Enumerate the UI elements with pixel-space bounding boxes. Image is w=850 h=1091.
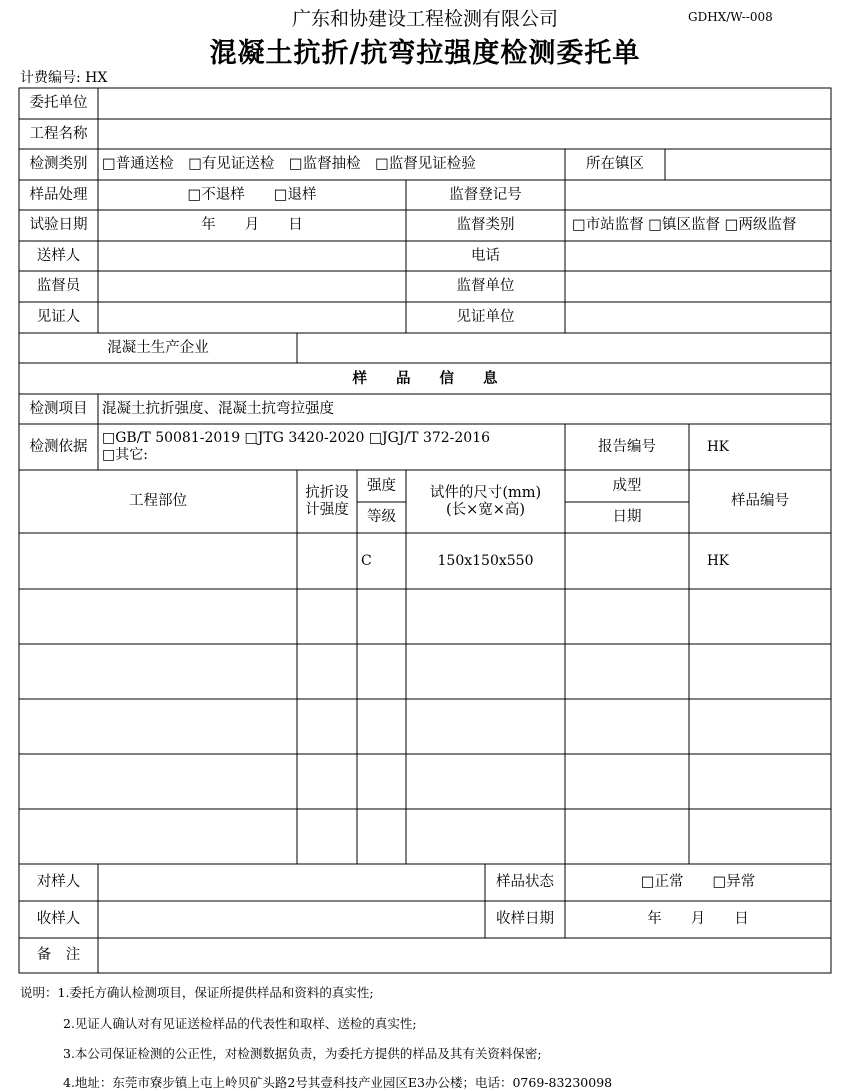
col-part: 工程部位 (129, 493, 187, 509)
col-size-line-2: (长×宽×高) (445, 501, 526, 518)
supervision-unit-label: 监督单位 (456, 278, 515, 294)
col-form-bottom: 日期 (612, 509, 642, 525)
fee-number: 计费编号: HX (20, 70, 108, 86)
receive-date-field[interactable]: 年 月 日 (647, 911, 749, 927)
test-item-label: 检测项目 (29, 400, 88, 417)
note-2: 2.见证人确认对有见证送检样品的代表性和取样、送检的真实性; (63, 1016, 417, 1031)
project-field[interactable] (99, 120, 830, 148)
phone-field[interactable] (566, 242, 830, 270)
checker-label: 对样人 (36, 874, 81, 890)
town-label: 所在镇区 (586, 156, 644, 172)
checker-field[interactable] (99, 865, 484, 900)
row1-grade[interactable]: C (361, 552, 372, 569)
producer-label: 混凝土生产企业 (107, 339, 209, 356)
sender-field[interactable] (99, 242, 405, 270)
basis-options[interactable] (98, 424, 565, 470)
test-date-label: 试验日期 (29, 217, 88, 233)
client-label: 委托单位 (29, 95, 88, 111)
col-grade-top: 强度 (367, 477, 396, 494)
sample-status-options[interactable]: □正常 □异常 (640, 874, 756, 890)
col-grade-bottom: 等级 (367, 509, 396, 525)
town-field[interactable] (666, 150, 830, 179)
supervisor-label: 监督员 (36, 278, 81, 294)
witness-unit-field[interactable] (566, 303, 830, 332)
company-name: 广东和协建设工程检测有限公司 (291, 8, 558, 30)
row1-sample-no[interactable]: HK (707, 552, 729, 569)
sender-label: 送样人 (36, 247, 81, 264)
supervision-type-options[interactable]: □市站监督 □镇区监督 □两级监督 (572, 217, 797, 233)
witness-unit-label: 见证单位 (456, 309, 515, 325)
basis-line-1[interactable]: □GB/T 50081-2019 □JTG 3420-2020 □JGJ/T 372-2016 (102, 430, 491, 446)
col-size-line-1: 试件的尺寸(mm) (429, 484, 542, 501)
basis-label: 检测依据 (29, 438, 88, 455)
project-label: 工程名称 (29, 125, 88, 142)
producer-field[interactable] (298, 334, 830, 362)
receive-date-label: 收样日期 (496, 911, 554, 927)
test-type-label: 检测类别 (29, 156, 88, 172)
note-4: 4.地址：东莞市寮步镇上屯上岭贝矿头路2号其壹科技产业园区E3办公楼；电话：0769-83230098 (63, 1075, 613, 1090)
report-no-value[interactable]: HK (707, 438, 729, 455)
note-3: 3.本公司保证检测的公正性，对检测数据负责，为委托方提供的样品及其有关资料保密; (63, 1046, 542, 1061)
row1-size[interactable]: 150x150x550 (437, 552, 534, 569)
col-form-top: 成型 (612, 477, 642, 494)
sample-handling-options[interactable]: □不退样 □退样 (187, 186, 317, 203)
phone-label: 电话 (471, 247, 500, 264)
test-date-field[interactable]: 年 月 日 (201, 217, 303, 233)
witness-label: 见证人 (36, 309, 81, 325)
sample-status-label: 样品状态 (496, 874, 554, 890)
client-field[interactable] (99, 89, 830, 118)
col-size (406, 470, 565, 533)
receiver-field[interactable] (99, 902, 484, 937)
remarks-label: 备 注 (36, 947, 81, 963)
document-code: GDHX/W--008 (688, 10, 773, 24)
supervision-type-label: 监督类别 (456, 217, 515, 233)
basis-line-2[interactable]: □其它: (102, 447, 148, 463)
col-sample-no: 样品编号 (731, 493, 789, 509)
note-1: 说明：1.委托方确认检测项目，保证所提供样品和资料的真实性; (20, 985, 374, 1000)
test-item-value: 混凝土抗折强度、混凝土抗弯拉强度 (102, 400, 334, 417)
test-type-options[interactable]: □普通送检 □有见证送检 □监督抽检 □监督见证检验 (102, 156, 476, 172)
form-title: 混凝土抗折/抗弯拉强度检测委托单 (209, 38, 641, 69)
sample-handling-label: 样品处理 (29, 186, 88, 203)
remarks-field[interactable] (99, 939, 830, 972)
receiver-label: 收样人 (36, 911, 81, 927)
supervision-reg-field[interactable] (566, 181, 830, 209)
col-design-line-1: 抗折设 (305, 484, 349, 501)
col-design-strength (297, 470, 357, 533)
supervisor-field[interactable] (99, 272, 405, 301)
sample-info-heading: 样 品 信 息 (352, 370, 498, 387)
witness-field[interactable] (99, 303, 405, 332)
supervision-reg-label: 监督登记号 (449, 186, 522, 203)
col-design-line-2: 计强度 (305, 501, 349, 518)
report-no-label: 报告编号 (598, 438, 656, 455)
supervision-unit-field[interactable] (566, 272, 830, 301)
